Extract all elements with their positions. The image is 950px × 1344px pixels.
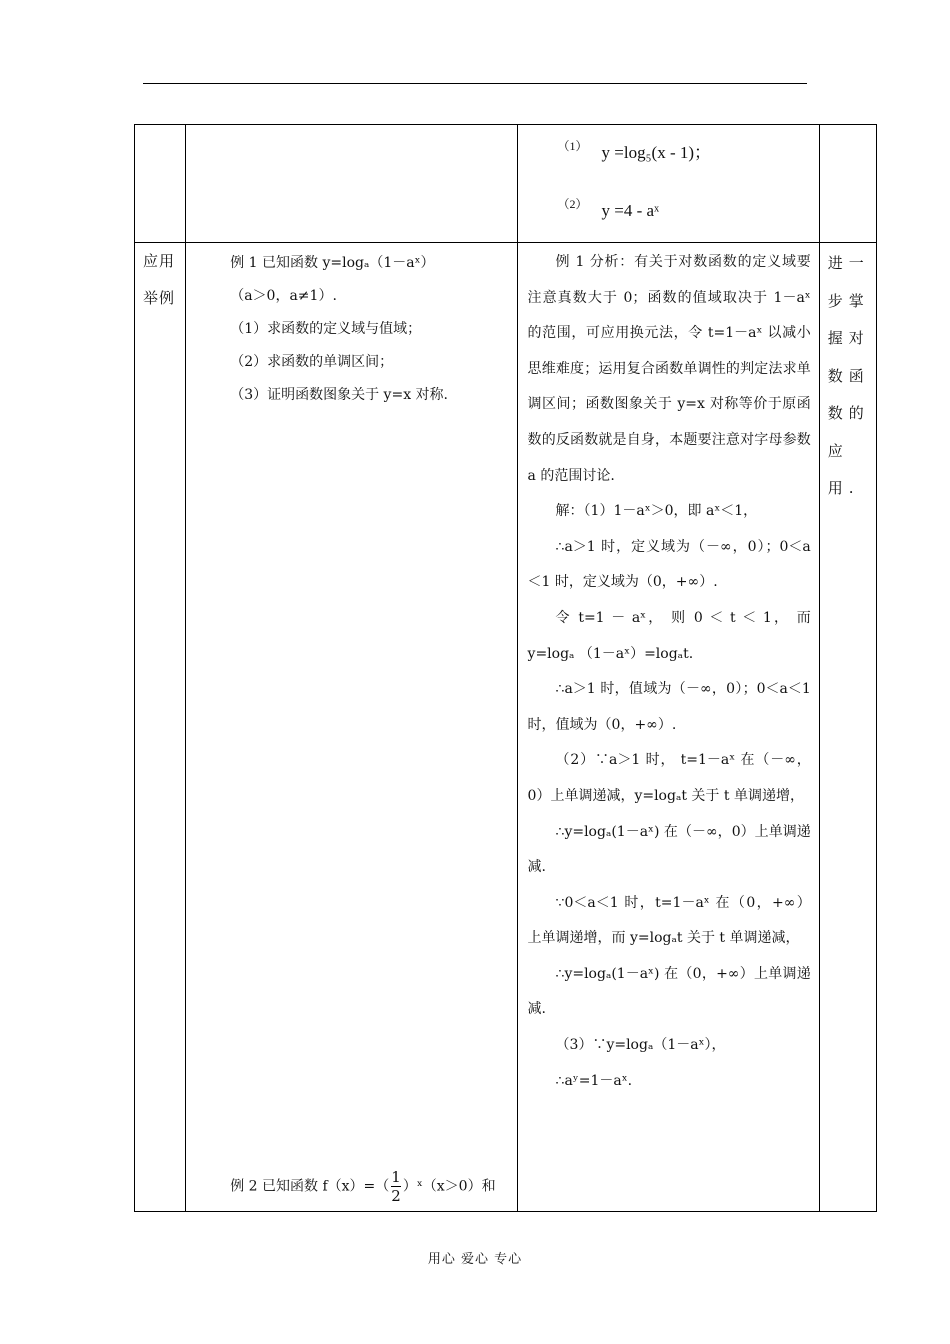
cell-purpose: [819, 243, 876, 1212]
analysis-paragraph: （3）∵y=logₐ（1－aˣ），: [555, 1037, 726, 1054]
analysis-paragraph: ∴a＞1 时，定义域为（－∞，0）；0＜a＜1 时，定义域为（0，+∞）.: [527, 538, 811, 591]
page-footer: 用心 爱心 专心: [427, 1252, 523, 1267]
table-row: [135, 125, 877, 243]
analysis-paragraph: ∵0＜a＜1 时，t=1－aˣ 在（0，+∞）上单调递增，而 y=logₐt 关于 t 单调递减，: [527, 894, 811, 947]
analysis-paragraph: ∴y=logₐ(1－aˣ) 在（0，+∞）上单调递减.: [527, 965, 811, 1018]
analysis-paragraph: 解：（1）1－aˣ＞0，即 aˣ＜1，: [555, 503, 758, 520]
cell-analysis: [517, 243, 819, 1212]
cell-label: [135, 243, 186, 1212]
formula-1: $^{(1)}$ y =log₅(x - 1)；: [557, 139, 712, 162]
analysis-paragraph: ∴a＞1 时，值域为（－∞，0）；0＜a＜1 时，值域为（0，+∞）.: [527, 681, 811, 733]
cell-empty-2: [186, 125, 517, 243]
section-label: 应用举例: [143, 252, 176, 307]
cell-empty-4: [819, 125, 876, 243]
example-1-line: （a＞0，a≠1）.: [230, 288, 337, 304]
header-rule: [143, 83, 807, 84]
cell-empty-1: [135, 125, 186, 243]
analysis-paragraph: ∴y=logₐ(1－aˣ) 在（－∞，0）上单调递减.: [527, 823, 811, 876]
analysis-paragraph: （2）∵a＞1 时， t=1－aˣ 在（－∞，0）上单调递减，y=logₐt 关于 t 单调递增，: [527, 752, 811, 804]
example-1-line: （1）求函数的定义域与值域；: [230, 321, 422, 337]
lesson-table: [134, 124, 877, 1212]
cell-formulas: [517, 125, 819, 243]
example-1-line: （2）求函数的单调区间；: [230, 354, 394, 370]
analysis-paragraph: ∴aʸ=1－aˣ.: [555, 1072, 633, 1089]
example-1-line: 例 1 已知函数 y=logₐ（1－aˣ）: [230, 255, 435, 271]
fraction: $\frac{1}{2}$: [391, 1168, 401, 1205]
purpose-text: 进一步掌握对数函数的应用.: [827, 254, 870, 497]
example-1: [186, 243, 516, 412]
table-row: [135, 243, 877, 1212]
example-2: 例 2 已知函数 f（x）=（ $\frac{1}{2}$ ）ˣ（x＞0）和: [230, 1168, 496, 1205]
analysis: [518, 243, 819, 1099]
cell-examples: [186, 243, 517, 1212]
formula-2: $^{(2)}$ y =4 - aˣ: [557, 197, 660, 220]
analysis-paragraph: 例 1 分析：有关于对数函数的定义域要注意真数大于 0；函数的值域取决于 1－aˣ 的范围，可应用换元法，令 t=1－aˣ 以减小思维难度；运用复合函数单调性的判定法求单调区间；函数图象关于 y=x 对称等价于原函数的反函数就是自身，本题要注意对字母参数 a 的范围讨论.: [527, 254, 811, 484]
example-1-line: （3）证明函数图象关于 y=x 对称.: [230, 387, 448, 403]
analysis-paragraph: 令 t=1 － aˣ， 则 0 ＜ t ＜ 1， 而 y=logₐ （1－aˣ）=logₐt.: [527, 609, 811, 662]
